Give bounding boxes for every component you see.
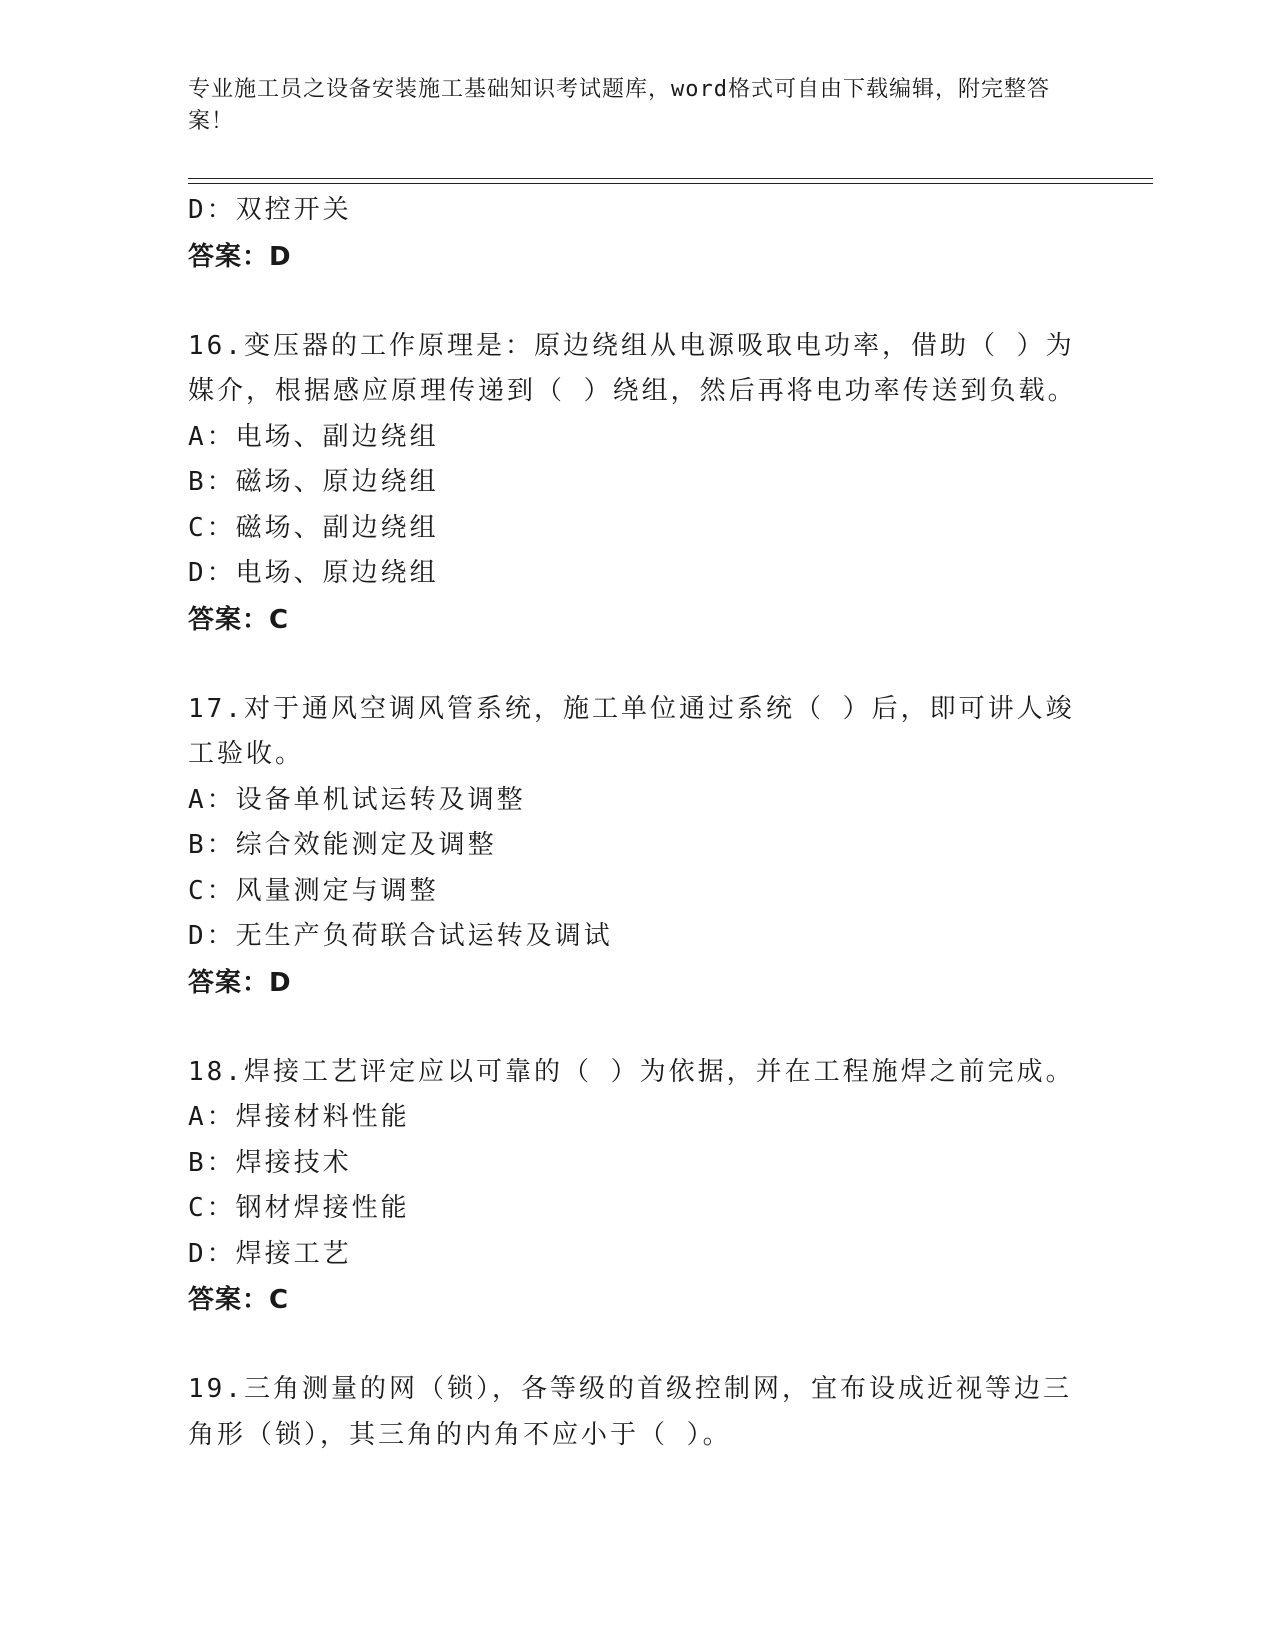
answer-line: 答案：D — [188, 967, 292, 998]
option-c: C：风量测定与调整 — [188, 875, 439, 906]
answer-line: 答案：C — [188, 1285, 290, 1315]
answer-line: 答案：C — [188, 604, 290, 635]
spacer — [188, 1323, 1088, 1367]
option-b: B：焊接技术 — [188, 1147, 352, 1178]
option-b: B：磁场、原边绕组 — [188, 467, 439, 497]
question-stem-line: 19.三角测量的网（锁），各等级的首级控制网，宜布设成近视等边三 — [188, 1374, 1072, 1404]
option-d: D：双控开关 — [188, 195, 352, 225]
option-d: D：焊接工艺 — [188, 1238, 352, 1269]
header-text: 专业施工员之设备安装施工基础知识考试题库，word格式可自由下载编辑，附完整答案！ — [188, 77, 1050, 134]
option-c: C：磁场、副边绕组 — [188, 512, 439, 543]
question-19 — [188, 1367, 1088, 1458]
question-stem-line: 工验收。 — [188, 739, 305, 769]
option-b: B：综合效能测定及调整 — [188, 830, 497, 860]
spacer — [188, 643, 1088, 687]
header-divider-bottom — [188, 183, 1153, 184]
question-list — [188, 188, 1088, 1458]
question-stem-line: 16.变压器的工作原理是：原边绕组从电源吸取电功率，借助（ ）为 — [188, 330, 1075, 361]
question-stem-line: 17.对于通风空调风管系统，施工单位通过系统（ ）后，即可讲人竣 — [188, 693, 1075, 724]
option-a: A：焊接材料性能 — [188, 1102, 410, 1132]
option-d: D：无生产负荷联合试运转及调试 — [188, 921, 613, 951]
header-divider-top — [188, 178, 1153, 179]
question-stem-line: 媒介，根据感应原理传递到（ ）绕组，然后再将电功率传送到负载。 — [188, 376, 1077, 406]
spacer — [188, 280, 1088, 324]
spacer — [188, 1006, 1088, 1050]
option-d: D：电场、原边绕组 — [188, 558, 439, 588]
option-c: C：钢材焊接性能 — [188, 1193, 410, 1223]
question-18 — [188, 1050, 1088, 1324]
prev-question-tail — [188, 188, 1088, 280]
question-16 — [188, 324, 1088, 643]
option-a: A：电场、副边绕组 — [188, 421, 439, 452]
document-header — [188, 74, 1068, 138]
option-a: A：设备单机试运转及调整 — [188, 784, 526, 815]
question-17 — [188, 687, 1088, 1006]
question-stem-line: 角形（锁），其三角的内角不应小于（ ）。 — [188, 1419, 732, 1450]
question-stem-line: 18.焊接工艺评定应以可靠的（ ）为依据，并在工程施焊之前完成。 — [188, 1056, 1075, 1087]
answer-line: 答案：D — [188, 241, 292, 272]
